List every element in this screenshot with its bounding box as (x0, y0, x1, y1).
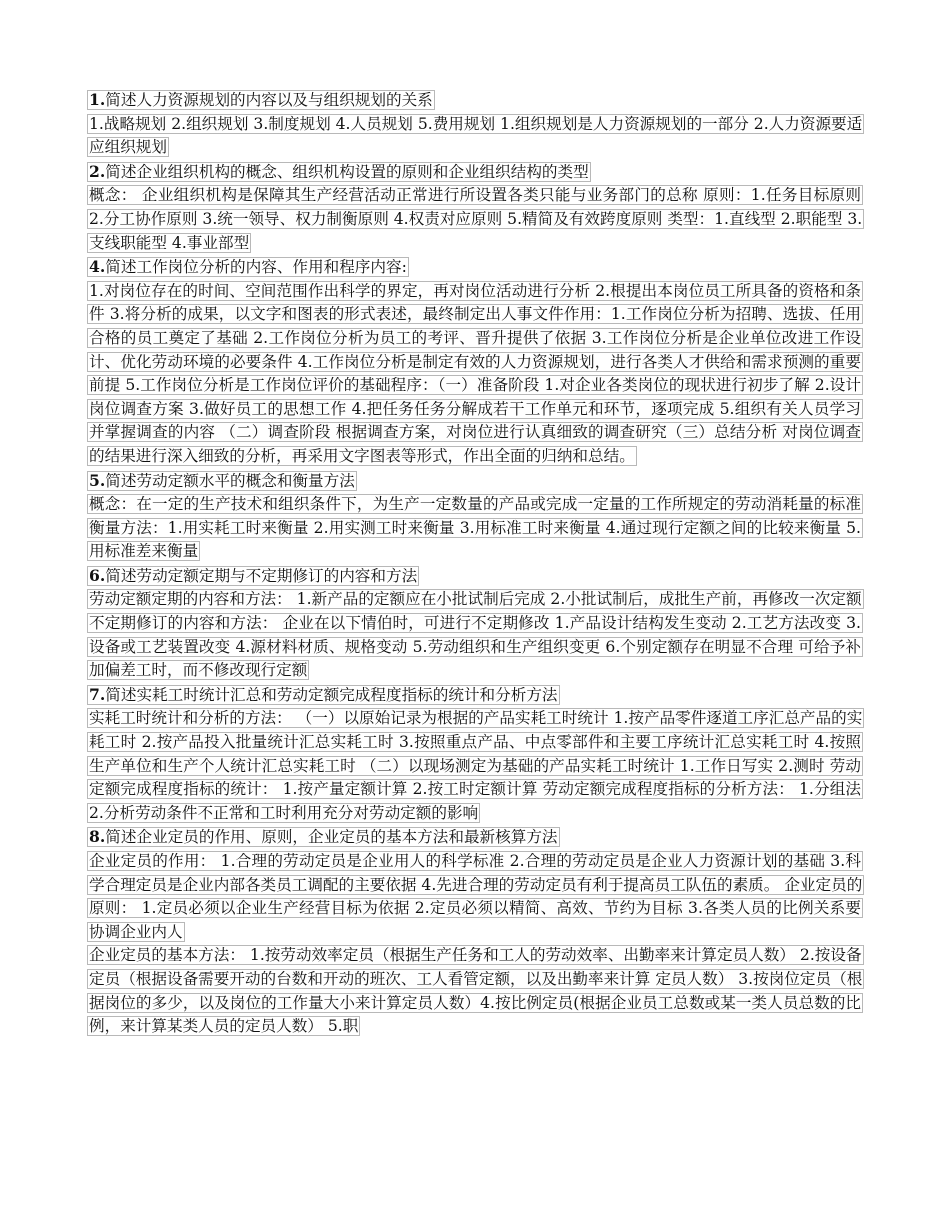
section-title: 简述劳动定额定期与不定期修订的内容和方法 (105, 566, 418, 585)
section-4-heading (87, 255, 863, 280)
section-number: 2. (89, 161, 106, 181)
section-paragraph: 企业定员的作用： 1.合理的劳动定员是企业用人的科学标准 2.合理的劳动定员是企业人力资源计划的基础 3.科学合理定员是企业内部各类员工调配的主要依据 4.先进合理的劳动定员有利于提高员工队伍的素质。 企业定员的原则： 1.定员必须以企业生产经营目标为依据 2.定员必须以精简、高效、节约为目标 3.各类人员的比例关系要协调企业内人 (89, 852, 863, 941)
section-paragraph: 1.战略规划 2.组织规划 3.制度规划 4.人员规划 5.费用规划 1.组织规划是人力资源规划的一部分 2.人力资源要适应组织规划 (89, 114, 863, 157)
section-2-body (87, 184, 863, 255)
section-number: 5. (89, 470, 106, 490)
section-paragraph: 概念： 企业组织机构是保障其生产经营活动正常进行所设置各类只能与业务部门的总称 原则：1.任务目标原则 2.分工协作原则 3.统一领导、权力制衡原则 4.权责对应原则 5.精简及有效跨度原则 类型：1.直线型 2.职能型 3.支线职能型 4.事业部型 (89, 186, 863, 252)
section-title: 简述企业组织机构的概念、组织机构设置的原则和企业组织结构的类型 (105, 162, 589, 181)
section-8-body (87, 850, 863, 944)
section-paragraph: 劳动定额定期的内容和方法： 1.新产品的定额应在小批试制后完成 2.小批试制后，成批生产前，再修改一次定额不定期修订的内容和方法： 企业在以下情伯时，可进行不定期修改 1.产品设计结构发生变动 2.工艺方法改变 3.设备或工艺装置改变 4.源材料材质、规格变动 5.劳动组织和生产组织变更 6.个别定额存在明显不合理 可给予补加偏差工时，而不修改现行定额 (89, 590, 862, 680)
section-7-heading (87, 683, 863, 708)
section-title: 简述企业定员的作用、原则，企业定员的基本方法和最新核算方法 (105, 828, 558, 847)
section-7-body (87, 707, 863, 825)
document-page (87, 88, 863, 1039)
section-1-heading (87, 88, 863, 113)
section-title: 简述人力资源规划的内容以及与组织规划的关系 (105, 91, 433, 109)
section-5-body (87, 493, 863, 564)
section-number: 8. (89, 827, 106, 847)
section-title: 简述实耗工时统计汇总和劳动定额完成程度指标的统计和分析方法 (105, 685, 558, 704)
section-8-heading (87, 825, 863, 850)
section-paragraph: 实耗工时统计和分析的方法： （一）以原始记录为根据的产品实耗工时统计 1.按产品零件逐道工序汇总产品的实耗工时 2.按产品投入批量统计汇总实耗工时 3.按照重点产品、中点零部件和主要工序统计汇总实耗工时 4.按照生产单位和生产个人统计汇总实耗工时 （二）以现场测定为基础的产品实耗工时统计 1.工作日写实 2.测时 劳动定额完成程度指标的统计： 1.按产量定额计算 2.按工时定额计算 劳动定额完成程度指标的分析方法： 1.分组法 2.分析劳动条件不正常和工时利用充分对劳动定额的影响 (89, 709, 863, 822)
section-paragraph: 概念：在一定的生产技术和组织条件下，为生产一定数量的产品或完成一定量的工作所规定的劳动消耗量的标准 衡量方法：1.用实耗工时来衡量 2.用实测工时来衡量 3.用标准工时来衡量 4.通过现行定额之间的比较来衡量 5.用标准差来衡量 (89, 495, 861, 561)
section-title: 简述劳动定额水平的概念和衡量方法 (105, 471, 355, 490)
section-1-body (87, 113, 863, 160)
section-number: 1. (89, 90, 106, 109)
section-title: 简述工作岗位分析的内容、作用和程序内容: (105, 258, 407, 277)
section-6-heading (87, 564, 863, 589)
section-number: 7. (89, 684, 106, 704)
section-2-heading (87, 160, 863, 185)
section-4-body (87, 280, 863, 469)
section-paragraph: 企业定员的基本方法： 1.按劳动效率定员（根据生产任务和工人的劳动效率、出勤率来计算定员人数） 2.按设备定员（根据设备需要开动的台数和开动的班次、工人看管定额，以及出勤率来计算 定员人数） 3.按岗位定员（根据岗位的多少，以及岗位的工作量大小来计算定员人数）4.按比例定员(根据企业员工总数或某一类人员总数的比例，来计算某类人员的定员人数） 5.职 (89, 946, 863, 1036)
section-number: 4. (89, 257, 106, 277)
section-5-heading (87, 469, 863, 494)
section-8-body-continued (87, 944, 863, 1038)
section-6-body (87, 588, 863, 682)
section-paragraph: 1.对岗位存在的时间、空间范围作出科学的界定，再对岗位活动进行分析 2.根提出本岗位员工所具备的资格和条件 3.将分析的成果，以文字和图表的形式表述，最终制定出人事文件作用：1.工作岗位分析为招聘、选拔、任用合格的员工奠定了基础 2.工作岗位分析为员工的考评、晋升提供了依据 3.工作岗位分析是企业单位改进工作设计、优化劳动环境的必要条件 4.工作岗位分析是制定有效的人力资源规划，进行各类人才供给和需求预测的重要前提 5.工作岗位分析是工作岗位评价的基础程序：（一）准备阶段 1.对企业各类岗位的现状进行初步了解 2.设计岗位调查方案 3.做好员工的思想工作 4.把任务任务分解成若干工作单元和环节，逐项完成 5.组织有关人员学习并掌握调查的内容 （二）调查阶段 根据调查方案，对岗位进行认真细致的调查研究（三）总结分析 对岗位调查的结果进行深入细致的分析，再采用文字图表等形式，作出全面的归纳和总结。 (89, 281, 861, 465)
section-number: 6. (89, 565, 106, 585)
